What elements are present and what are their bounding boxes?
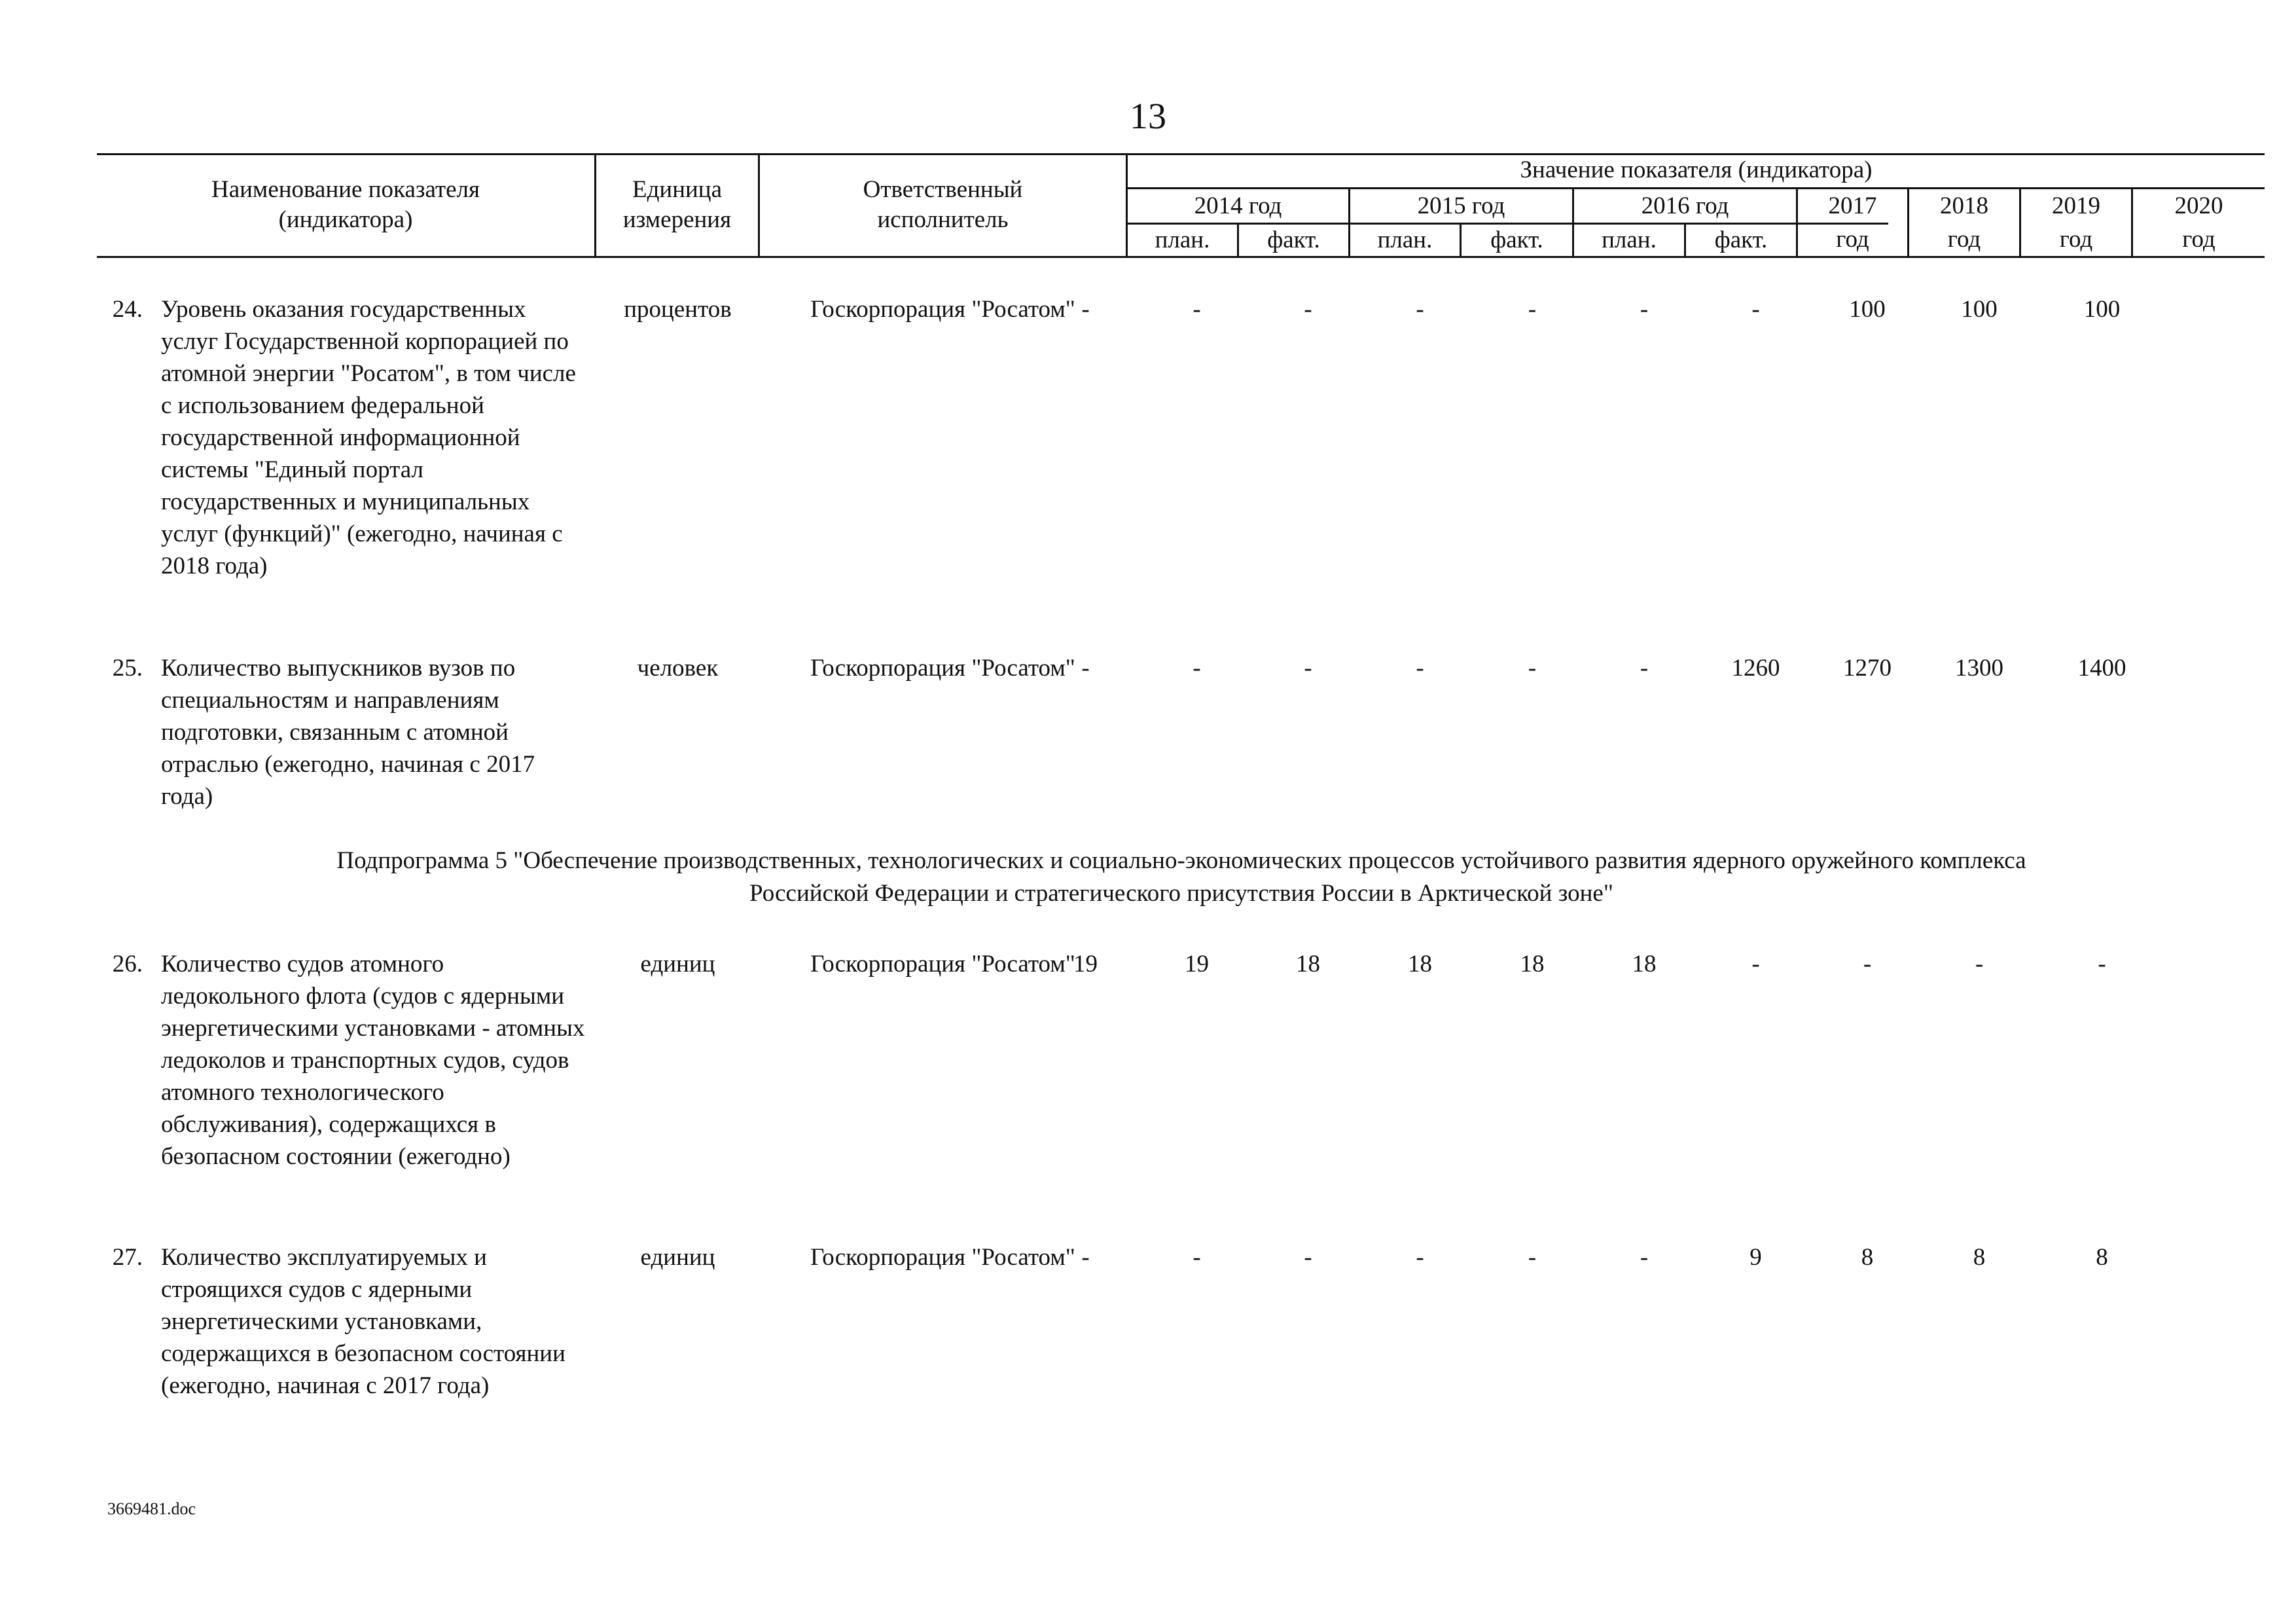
header-year-suffix: год	[1836, 225, 1869, 253]
value-cell: 8	[2096, 1244, 2108, 1271]
row-index: 26.	[112, 951, 143, 977]
value-cell: 8	[1861, 1244, 1874, 1271]
value-cell: 18	[1520, 951, 1545, 977]
value-cell: -	[1304, 1244, 1312, 1271]
value-cell: -	[1416, 296, 1424, 323]
value-cell: -	[1081, 296, 1090, 323]
row-index: 24.	[112, 296, 143, 323]
value-cell: -	[1304, 296, 1312, 323]
unit-cell: процентов	[624, 296, 732, 323]
value-cell: -	[1528, 655, 1537, 682]
header-year-2015: 2015 год	[1417, 192, 1505, 219]
value-cell: -	[1528, 296, 1537, 323]
executor-cell: Госкорпорация "Росатом"	[810, 655, 1075, 682]
row-index: 25.	[112, 655, 143, 682]
indicator-name: Количество выпускников вузов по специальностям и направлениям подготовки, связанным с атомной отраслью (ежегодно, начиная с 2017 года)	[161, 655, 535, 810]
value-cell: 1300	[1955, 655, 2003, 682]
header-plan: план.	[1602, 227, 1657, 253]
subprogram-line: Российской Федерации и стратегического присутствия России в Арктической зоне"	[749, 880, 1613, 907]
value-cell: -	[1975, 951, 1984, 977]
header-fact: факт.	[1267, 227, 1320, 253]
value-cell: 100	[1849, 296, 1886, 323]
value-cell: -	[1193, 1244, 1201, 1271]
executor-cell: Госкорпорация "Росатом"	[810, 1244, 1075, 1271]
value-cell: 1260	[1731, 655, 1780, 682]
value-cell: -	[1863, 951, 1872, 977]
subprogram-title	[190, 845, 2173, 910]
header-unit: Единица измерения	[622, 175, 732, 233]
row-index: 27.	[112, 1244, 143, 1271]
indicator-name: Количество эксплуатируемых и строящихся судов с ядерными энергетическими установками, содержащихся в безопасном состоянии (ежегодно, начиная с 2017 года)	[161, 1244, 565, 1399]
unit-cell: человек	[637, 655, 719, 682]
value-cell: -	[1416, 1244, 1424, 1271]
header-name: Наименование показателя (индикатора)	[211, 175, 480, 233]
header-year-2020: 2020	[2174, 192, 2223, 219]
indicator-name: Количество судов атомного ледокольного флота (судов с ядерными энергетическими установками - атомных ледоколов и транспортных судов, судов атомного технологического обслуживания), содержащихся в безопасном состоянии (ежегодно)	[161, 951, 585, 1170]
header-fact: факт.	[1714, 227, 1768, 253]
value-cell: -	[2098, 951, 2106, 977]
header-plan: план.	[1155, 227, 1210, 253]
header-year-2017: 2017	[1828, 192, 1877, 219]
value-cell: -	[1751, 296, 1760, 323]
header-year-suffix: год	[1947, 225, 1981, 253]
header-year-suffix: год	[2059, 225, 2093, 253]
executor-cell: Госкорпорация "Росатом"	[810, 296, 1075, 323]
value-cell: 18	[1408, 951, 1432, 977]
value-cell: 9	[1749, 1244, 1762, 1271]
value-cell: 1270	[1843, 655, 1892, 682]
value-cell: 1400	[2077, 655, 2126, 682]
header-values-group: Значение показателя (индикатора)	[1520, 156, 1873, 183]
executor-cell: Госкорпорация "Росатом"	[810, 951, 1075, 977]
value-cell: 19	[1073, 951, 1098, 977]
header-plan: план.	[1377, 227, 1433, 253]
value-cell: -	[1640, 1244, 1649, 1271]
value-cell: -	[1081, 655, 1090, 682]
header-year-2018: 2018	[1940, 192, 1988, 219]
value-cell: -	[1640, 655, 1649, 682]
header-fact: факт.	[1490, 227, 1543, 253]
value-cell: 18	[1296, 951, 1320, 977]
value-cell: 8	[1973, 1244, 1986, 1271]
value-cell: -	[1528, 1244, 1537, 1271]
page-number: 13	[1130, 96, 1166, 137]
header-executor: Ответственный исполнитель	[863, 175, 1023, 233]
unit-cell: единиц	[640, 951, 715, 977]
value-cell: -	[1416, 655, 1424, 682]
file-name: 3669481.doc	[107, 1499, 196, 1518]
header-year-2014: 2014 год	[1194, 192, 1282, 219]
value-cell: 100	[1961, 296, 1998, 323]
value-cell: -	[1081, 1244, 1090, 1271]
unit-cell: единиц	[640, 1244, 715, 1271]
value-cell: 19	[1185, 951, 1209, 977]
header-year-2019: 2019	[2052, 192, 2100, 219]
value-cell: 18	[1632, 951, 1657, 977]
value-cell: 100	[2083, 296, 2121, 323]
header-year-2016: 2016 год	[1641, 192, 1729, 219]
subprogram-line: Подпрограмма 5 "Обеспечение производственных, технологических и социально-экономических процессов устойчивого развития ядерного оружейного комплекса	[336, 847, 2026, 874]
value-cell: -	[1304, 655, 1312, 682]
value-cell: -	[1193, 296, 1201, 323]
value-cell: -	[1640, 296, 1649, 323]
value-cell: -	[1193, 655, 1201, 682]
indicator-name: Уровень оказания государственных услуг Государственной корпорацией по атомной энергии "Росатом", в том числе с использованием федеральной государственной информационной системы "Единый портал государственных и муниципальных услуг (функций)" (ежегодно, начиная с 2018 года)	[161, 296, 576, 579]
header-year-suffix: год	[2182, 225, 2215, 253]
value-cell: -	[1751, 951, 1760, 977]
